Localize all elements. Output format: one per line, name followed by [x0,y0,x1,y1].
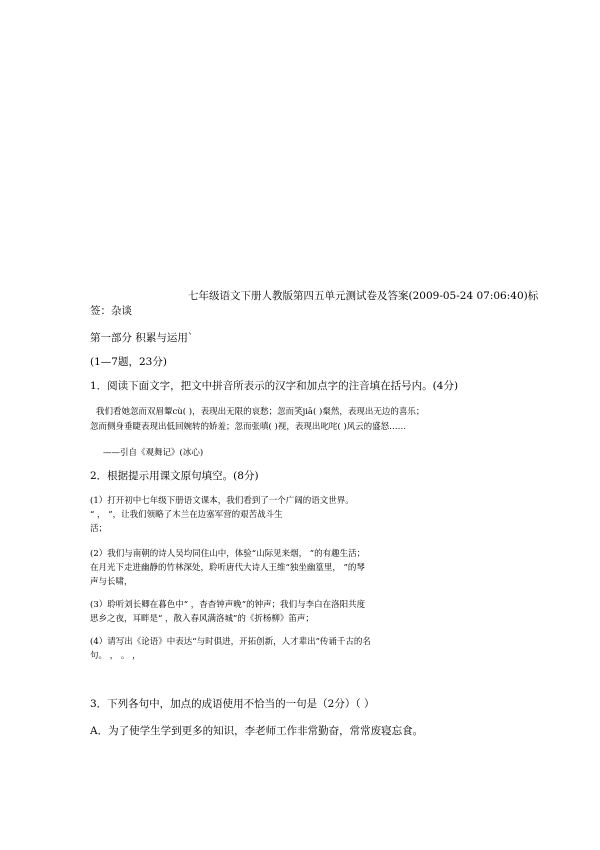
question-2-item-1-line-1: (1）打开初中七年级下册语文课本，我们看到了一个广阔的语文世界。 [90,496,354,506]
question-1-passage-line-2: 忽而侧身垂睫表现出低回婉转的娇羞；忽而张嗔( )视，表现出叱咤( )风云的盛怒…… [90,422,407,432]
question-2-item-2-line-2: 在月光下走进幽静的竹林深处，聆听唐代大诗人王维“独坐幽篁里， ”的琴 [90,563,365,573]
question-1-source: ——引自《观舞记》(冰心) [103,448,204,458]
question-2-item-3-line-1: (3）聆听刘长卿在暮色中“ ，杳杳钟声晚”的钟声；我们与李白在洛阳共度 [90,600,366,610]
question-2-item-4-line-2: 句。 ， 。 ， [90,651,141,661]
question-2-prompt: 2．根据提示用课文原句填空。(8分) [90,470,259,482]
document-title-line-1: 七年级语文下册人教版第四五单元测试卷及答案(2009-05-24 07:06:40)标 [188,290,539,302]
question-2-item-2-line-1: (2）我们与南朝的诗人吴均同住山中，体验“山际见来烟， ”的有趣生活； [90,549,366,559]
document-title-line-2: 签：杂谈 [90,305,132,317]
question-2-item-2-line-3: 声与长啸， [90,577,133,587]
question-2-item-1-line-2: “ ， ”，让我们领略了木兰在边塞军营的艰苦战斗生 [90,510,283,520]
question-1-passage-line-1: 我们看她忽而双眉颦cù( )，表现出无限的哀愁；忽而笑jiā( )粲然，表现出无边的喜乐； [96,407,425,417]
question-3-option-a: A．为了使学生学到更多的知识，李老师工作非常勤奋，常常废寝忘食。 [90,725,424,737]
question-3-prompt: 3．下列各句中，加点的成语使用不恰当的一句是（2分）（ ） [90,698,375,710]
question-2-item-4-line-1: (4）请写出《论语》中表达“与时俱进，开拓创新，人才辈出”传诵千古的名 [90,637,371,647]
question-2-item-3-line-2: 思乡之夜，耳畔是“ ，散入春风满洛城”的《折杨柳》笛声； [90,614,314,624]
question-2-item-1-line-3: 活； [90,524,108,534]
section-heading: 第一部分 积累与运用` [90,332,194,344]
question-1-prompt: 1．阅读下面文字，把文中拼音所表示的汉字和加点字的注音填在括号内。(4分) [90,380,459,392]
section-scope: (1—7题，23分) [90,356,167,368]
